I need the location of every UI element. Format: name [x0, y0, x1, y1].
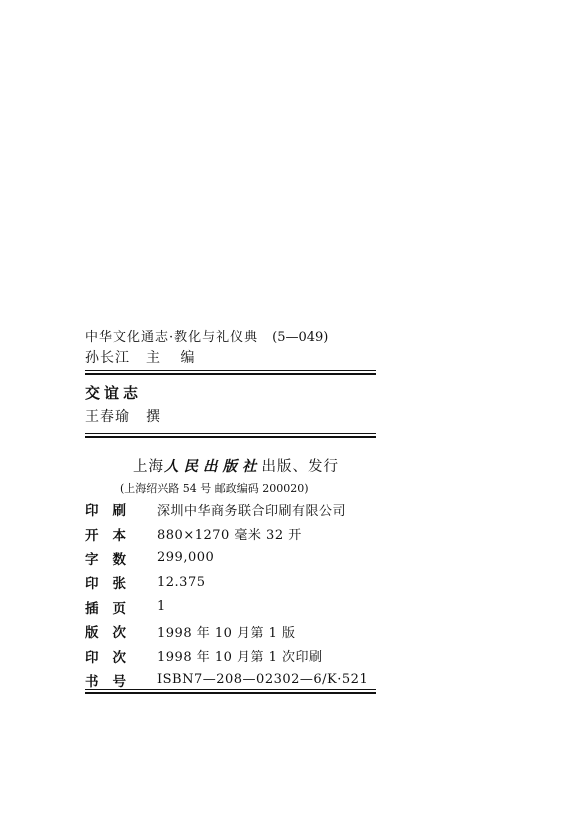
detail-label: 书号	[85, 673, 140, 690]
author-name: 王春瑜	[85, 409, 130, 425]
divider-rule	[85, 433, 376, 438]
publisher-logotype: 人民出版社	[164, 458, 262, 475]
detail-value: 1998 年 10 月第 1 版	[157, 625, 296, 641]
author-role: 撰	[146, 409, 161, 425]
details-list	[85, 497, 385, 692]
detail-value: 1998 年 10 月第 1 次印刷	[157, 650, 323, 666]
detail-value: 深圳中华商务联合印刷有限公司	[157, 503, 347, 519]
detail-label: 字数	[85, 551, 140, 568]
detail-label: 版次	[85, 625, 140, 642]
detail-label: 印次	[85, 649, 140, 666]
detail-row-format	[85, 521, 385, 545]
series-title: 中华文化通志·教化与礼仪典	[85, 330, 259, 345]
detail-value: ISBN7—208—02302—6/K·521	[157, 672, 369, 688]
detail-value: 299,000	[157, 550, 215, 566]
author-line	[85, 406, 375, 426]
detail-row-printer	[85, 497, 385, 521]
series-code: (5—049)	[272, 330, 329, 345]
divider-rule	[85, 689, 376, 694]
detail-row-printing	[85, 643, 385, 667]
publisher-prefix: 上海	[133, 459, 164, 475]
detail-value: 880×1270 毫米 32 开	[157, 528, 302, 544]
detail-label: 印张	[85, 576, 140, 593]
editor-line	[85, 347, 375, 367]
series-line	[85, 326, 375, 345]
book-title: 交谊志	[85, 384, 143, 402]
publisher-address: (上海绍兴路 54 号 邮政编码 200020)	[120, 482, 309, 495]
editor-role: 主 编	[146, 350, 203, 366]
publisher-line	[133, 455, 339, 476]
publisher-suffix: 出版、发行	[261, 459, 339, 475]
detail-label: 插页	[85, 600, 140, 617]
detail-row-sheets	[85, 570, 385, 594]
detail-label: 印刷	[85, 503, 140, 520]
detail-row-edition	[85, 619, 385, 643]
detail-label: 开本	[85, 527, 140, 544]
detail-row-word-count	[85, 546, 385, 570]
divider-rule	[85, 370, 376, 375]
detail-row-plates	[85, 595, 385, 619]
detail-value: 12.375	[157, 574, 206, 590]
editor-name: 孙长江	[85, 350, 130, 366]
detail-value: 1	[157, 599, 166, 615]
